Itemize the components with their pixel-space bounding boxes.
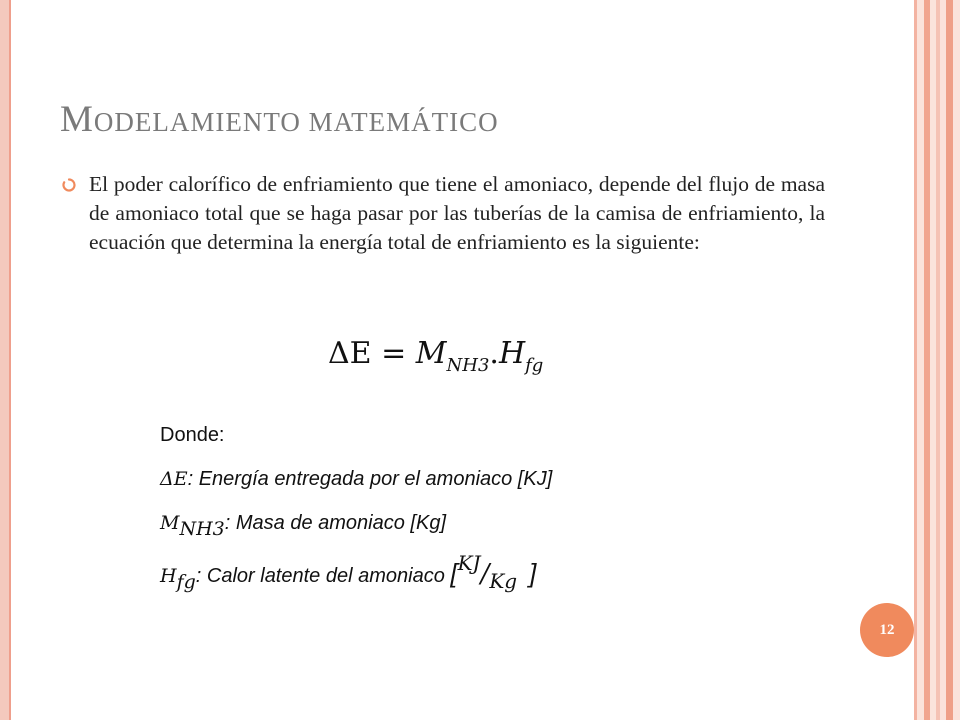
stripe xyxy=(924,0,930,720)
unit-close-bracket: ] xyxy=(529,558,537,588)
formula-m: M xyxy=(415,336,447,371)
definition-energy xyxy=(160,468,552,491)
stripe xyxy=(946,0,953,720)
title-initial: M xyxy=(60,99,94,140)
unit-denominator: Kg xyxy=(489,569,518,593)
body-paragraph: El poder calorífico de enfriamiento que tiene el amoniaco, depende del flujo de masa de amoniaco total que se haga pasar por las tuberías de la camisa de enfriamiento, la ecuación que determina la energía total de enfriamiento es la siguiente: xyxy=(89,172,825,254)
formula-h: H xyxy=(498,336,526,371)
heat-symbol: H xyxy=(160,565,177,587)
stripe xyxy=(914,0,917,720)
formula-h-sub: fg xyxy=(525,355,544,376)
heat-unit xyxy=(450,551,537,593)
heat-description: : Calor latente del amoniaco xyxy=(195,565,451,587)
unit-numerator: KJ xyxy=(457,551,481,575)
right-decorative-stripes xyxy=(914,0,960,720)
definition-latent-heat xyxy=(160,551,537,593)
unit-open-bracket: [ xyxy=(450,558,458,588)
mass-subscript: NH3 xyxy=(179,518,225,540)
formula-m-sub: NH3 xyxy=(446,355,490,376)
page-number-badge: 12 xyxy=(860,603,914,657)
heat-subscript: fg xyxy=(176,571,196,593)
mass-description: : Masa de amoniaco [Kg] xyxy=(224,512,446,534)
left-border-line xyxy=(9,0,11,720)
left-border xyxy=(0,0,9,720)
formula-equals: = xyxy=(371,336,416,371)
energy-symbol: ΔE xyxy=(160,468,188,490)
mass-symbol: M xyxy=(160,512,180,534)
unit-slash: / xyxy=(480,559,490,589)
stripe xyxy=(936,0,940,720)
definitions-heading: Donde: xyxy=(160,424,225,446)
slide-title xyxy=(60,98,499,141)
formula-dot: . xyxy=(489,336,499,371)
main-equation xyxy=(328,336,543,376)
bullet-ring-icon xyxy=(62,178,76,192)
definition-mass xyxy=(160,512,446,540)
title-rest: ODELAMIENTO MATEMÁTICO xyxy=(93,107,499,137)
formula-lhs: ΔE xyxy=(328,336,372,371)
energy-description: : Energía entregada por el amoniaco [KJ] xyxy=(187,468,553,490)
